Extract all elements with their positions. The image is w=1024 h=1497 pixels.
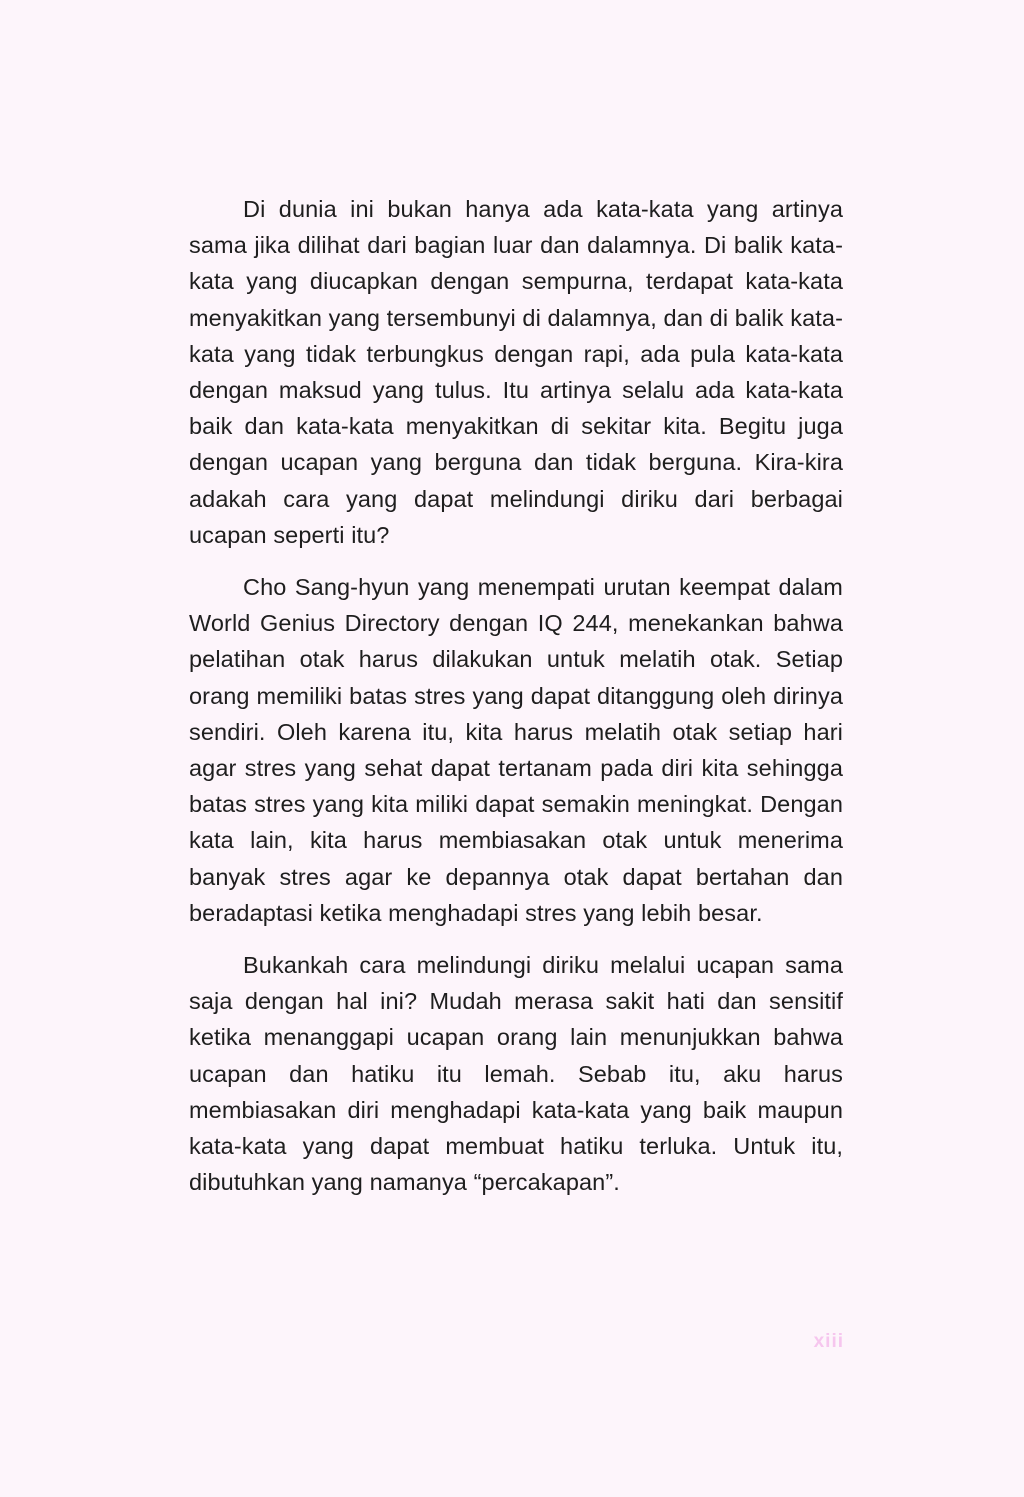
paragraph-3: Bukankah cara melindungi diriku melalui ucapan sama saja dengan hal ini? Mudah merasa sakit hati dan sensitif ketika menanggapi ucapan orang lain menunjukkan bahwa ucapan dan hatiku itu lemah. Sebab itu, aku harus membiasakan diri menghadapi kata-kata yang baik maupun kata-kata yang dapat membuat hatiku terluka. Untuk itu, dibutuhkan yang namanya “percakapan”.: [189, 952, 843, 1196]
page-number: xiii: [813, 1331, 844, 1352]
page-body: [189, 191, 843, 1200]
paragraph-1: Di dunia ini bukan hanya ada kata-kata yang artinya sama jika dilihat dari bagian luar dan dalamnya. Di balik kata-kata yang diucapkan dengan sempurna, terdapat kata-kata menyakitkan yang tersembunyi di dalamnya, dan di balik kata-kata yang tidak terbungkus dengan rapi, ada pula kata-kata dengan maksud yang tulus. Itu artinya selalu ada kata-kata baik dan kata-kata menyakitkan di sekitar kita. Begitu juga dengan ucapan yang berguna dan tidak berguna. Kira-kira adakah cara yang dapat melindungi diriku dari berbagai ucapan seperti itu?: [189, 196, 843, 548]
paragraph-2: Cho Sang-hyun yang menempati urutan keempat dalam World Genius Directory dengan IQ 244, menekankan bahwa pelatihan otak harus dilakukan untuk melatih otak. Setiap orang memiliki batas stres yang dapat ditanggung oleh dirinya sendiri. Oleh karena itu, kita harus melatih otak setiap hari agar stres yang sehat dapat tertanam pada diri kita sehingga batas stres yang kita miliki dapat semakin meningkat. Dengan kata lain, kita harus membiasakan otak untuk menerima banyak stres agar ke depannya otak dapat bertahan dan beradaptasi ketika menghadapi stres yang lebih besar.: [189, 574, 843, 926]
